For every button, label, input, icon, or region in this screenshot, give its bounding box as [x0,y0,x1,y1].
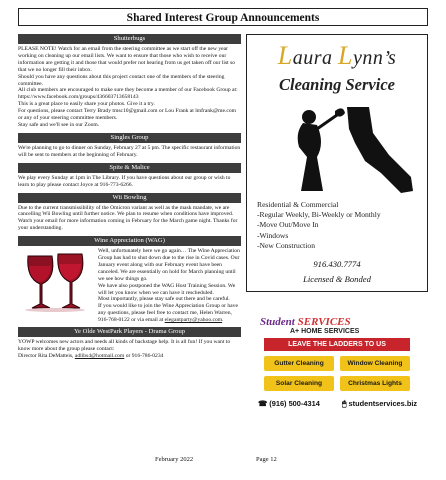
student-phone: ☎ (916) 500-4314 [258,399,320,408]
ad-line-1: Residential & Commercial [257,200,339,209]
cleaning-lady-california-art [251,103,425,195]
wine-email-link[interactable]: elegantparty@yahoo.com [164,317,223,324]
window-cleaning-badge: Window Cleaning [340,356,410,371]
footer-page: Page 12 [256,456,277,463]
spite-heading: Spite & Malice [18,163,241,173]
players-heading: Ye Olde WestPark Players - Drama Group [18,327,241,337]
logo-word-2: SERVICES [297,316,351,328]
wine-p4-text: If you would like to join the Wine Appreciation Group or have any questions, please feel free to contact me, Helen Warren, 916-768-0122 or via email at [98,303,238,324]
shutterbugs-p2: Should you have any questions about this project contact one of the members of the steering committee. [18,73,225,87]
wii-body [18,205,241,233]
wine-glasses-image [18,248,92,316]
singles-heading: Singles Group [18,133,241,143]
wine-p1: Well, unfortunately here we go again… The Wine Appreciation Group has had to shut down due to the rise in Covid cases. Our January event along with our February event have been canceled. We are essentially on hold for March planning until we see how things go. [98,248,240,282]
solar-cleaning-badge: Solar Cleaning [264,376,334,391]
ad-line-2: -Regular Weekly, Bi-Weekly or Monthly [257,210,381,220]
gutter-cleaning-badge: Gutter Cleaning [264,356,334,371]
spite-p1: We play every Sunday at 1pm in The Library. If you have questions about our group or wish to learn to play please contact Joyce at 916-773-6266. [18,174,231,188]
student-website-url: studentservices.biz [348,399,418,408]
players-p2-text: Director Rita DeMatteis, [18,352,75,359]
wine-p3: Most importantly, please stay safe out there and be careful. [98,296,230,303]
student-website[interactable]: 🖱 studentservices.biz [342,399,418,408]
players-body [18,339,241,360]
wine-body [18,248,241,324]
logo-word-1: Student [260,316,295,328]
shutterbugs-p1: PLEASE NOTE! Watch for an email from the steering committee as we start off the new year working on cleaning up our email lists. We want to ensure that those who wish to receive our information are getting it and those that would prefer not hearing from us get taken off our list so that we no longer fill their inbox. [18,46,236,73]
brand-name-1: aura [292,47,333,69]
brand-name-2: ynn’s [352,47,397,69]
student-services-logo [260,316,351,328]
footer-date: February 2022 [155,456,194,463]
christmas-lights-badge: Christmas Lights [340,376,410,391]
student-sub: A+ HOME SERVICES [290,328,360,335]
ads-column [246,34,428,292]
ad-brand-name [247,41,427,71]
shutterbugs-body [18,46,241,129]
wine-p4-end: . [222,317,224,324]
shutterbugs-p5: For questions, please contact Terry Brady tmsc10@gmail.com or Lou Frank at lmfrank@me.com or any of your steering committee members. [18,108,236,122]
wine-p2: We have also postponed the WAG Host Training Session. We will let you know when we can have it rescheduled. [98,282,236,296]
spite-body [18,175,241,189]
singles-body [18,145,241,159]
student-phone-number: (916) 500-4314 [269,399,320,408]
student-banner: LEAVE THE LADDERS TO US [264,338,410,351]
shutterbugs-heading: Shutterbugs [18,34,241,44]
singles-p1: We're planning to go to dinner on Sunday, February 27 at 5 pm. The specific restaurant information will be sent to members at the beginning of February. [18,144,241,158]
players-p1: YOWP welcomes new actors and needs all kinds of backstage help. It is all fun! If you want to know more about the group please contact: [18,339,231,352]
announcements-column [18,34,241,360]
ad-line-5: -New Construction [257,240,315,250]
ad-tagline: Licensed & Bonded [303,274,371,284]
players-p2 [18,353,241,360]
wii-p1: Due to the current transmissibility of the Omicron variant as well as the mask mandate, we are cancelling Wii Bowling until further notice. We plan to resume when conditions have improved. Watch your email for more information coming in February for the March game night. Thanks for your understanding. [18,204,238,232]
ad-subtitle: Cleaning Service [279,75,395,94]
laura-lynn-ad[interactable] [246,34,428,292]
players-p2-end: or 916-786-0234 [124,352,164,359]
shutterbugs-p6: Stay safe and we'll see in our Zoom. [18,121,100,128]
ad-phone: 916.430.7774 [313,259,361,269]
players-email-link[interactable]: adlibs4@hotmail.com [74,352,125,359]
page-title: Shared Interest Group Announcements [18,8,428,26]
ad-services-list [257,200,381,251]
shutterbugs-p4: This is a great place to easily share your photos. Give it a try. [18,101,155,108]
student-services-ad[interactable] [246,316,428,414]
brand-initial-2: L [338,41,353,70]
wii-heading: Wii Bowling [18,193,241,203]
shutterbugs-p3: All club members are encouraged to make sure they become a member of our Facebook Group at: https://www.facebook.com/groups/436603713658143 [18,87,238,101]
ad-line-4: -Windows [257,230,289,240]
brand-initial-1: L [277,41,293,70]
ad-line-3: -Move Out/Move In [257,220,319,230]
wine-heading: Wine Appreciation (WAG) [18,236,241,246]
